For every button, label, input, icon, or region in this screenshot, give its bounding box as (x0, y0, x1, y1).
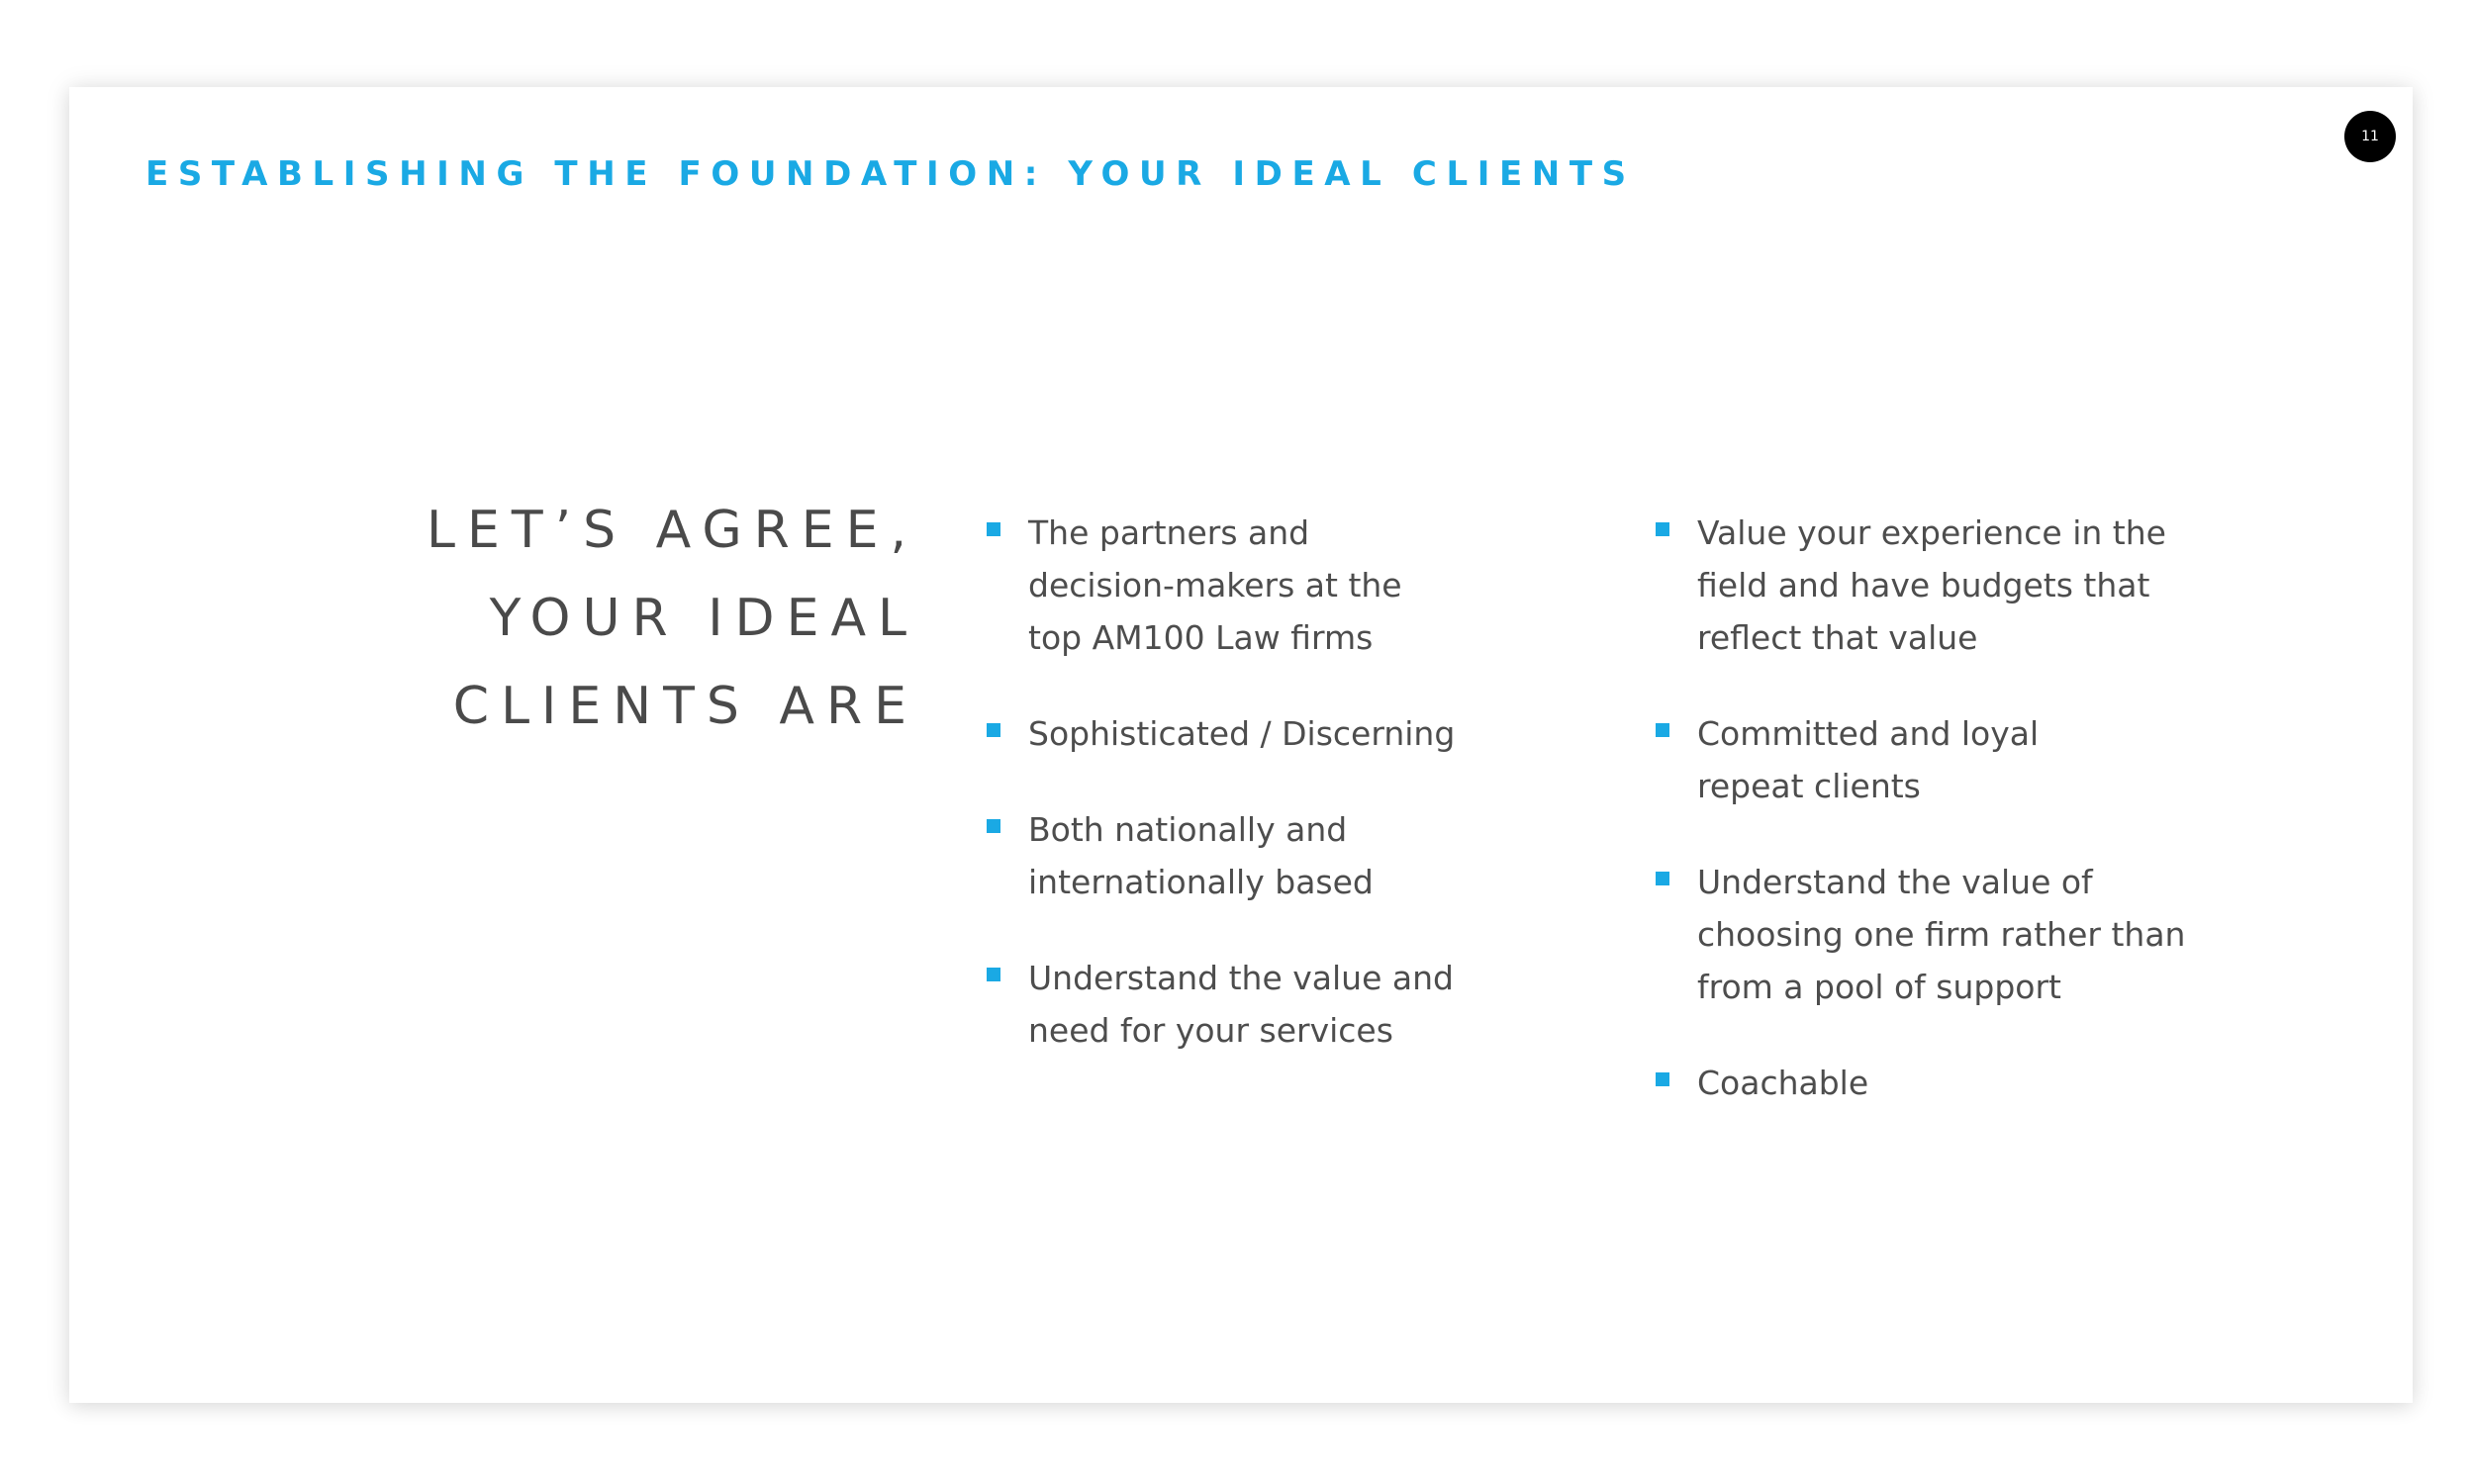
list-item-line: Sophisticated / Discerning (1028, 714, 1456, 753)
list-item-text (1028, 803, 1541, 908)
list-item-line: Both nationally and (1028, 810, 1348, 849)
slide-title: ESTABLISHING THE FOUNDATION: YOUR IDEAL CLIENTS (145, 154, 1636, 194)
list-item-line: Committed and loyal (1697, 714, 2040, 753)
lead-heading (427, 487, 918, 751)
list-item-line: repeat clients (1697, 767, 1921, 805)
list-item-text (1697, 856, 2210, 1013)
list-item-line: Understand the value and (1028, 959, 1454, 997)
list-item-text (1028, 952, 1541, 1057)
list-item-text (1028, 507, 1541, 664)
list-item-line: choosing one firm rather than (1697, 915, 2186, 954)
square-bullet-icon (1656, 723, 1669, 737)
list-item-line: need for your services (1028, 1011, 1393, 1050)
list-item (1656, 507, 2210, 664)
list-item (1656, 856, 2210, 1013)
square-bullet-icon (987, 819, 1000, 833)
slide (69, 87, 2413, 1403)
bullet-list-right (1656, 507, 2210, 1153)
list-item-line: field and have budgets that (1697, 566, 2150, 604)
list-item-text (1697, 1057, 2210, 1109)
square-bullet-icon (1656, 522, 1669, 536)
list-item (987, 952, 1541, 1057)
list-item (1656, 707, 2210, 812)
list-item (987, 707, 1541, 760)
list-item-line: top AM100 Law firms (1028, 618, 1374, 657)
page-number-badge: 11 (2344, 111, 2396, 162)
square-bullet-icon (987, 723, 1000, 737)
list-item-line: Coachable (1697, 1064, 1869, 1102)
list-item (987, 803, 1541, 908)
bullet-list-left (987, 507, 1541, 1100)
list-item-line: Value your experience in the (1697, 513, 2166, 552)
list-item-text (1028, 707, 1541, 760)
list-item-line: from a pool of support (1697, 968, 2061, 1006)
list-item (1656, 1057, 2210, 1109)
square-bullet-icon (1656, 1072, 1669, 1086)
list-item-line: internationally based (1028, 863, 1374, 901)
list-item-text (1697, 707, 2210, 812)
square-bullet-icon (987, 522, 1000, 536)
lead-heading-line: CLIENTS ARE (452, 677, 918, 736)
list-item-text (1697, 507, 2210, 664)
list-item (987, 507, 1541, 664)
list-item-line: reflect that value (1697, 618, 1978, 657)
square-bullet-icon (1656, 872, 1669, 885)
list-item-line: decision-makers at the (1028, 566, 1402, 604)
square-bullet-icon (987, 968, 1000, 981)
list-item-line: The partners and (1028, 513, 1310, 552)
lead-heading-line: LET’S AGREE, (427, 501, 918, 560)
lead-heading-line: YOUR IDEAL (489, 589, 918, 648)
list-item-line: Understand the value of (1697, 863, 2093, 901)
